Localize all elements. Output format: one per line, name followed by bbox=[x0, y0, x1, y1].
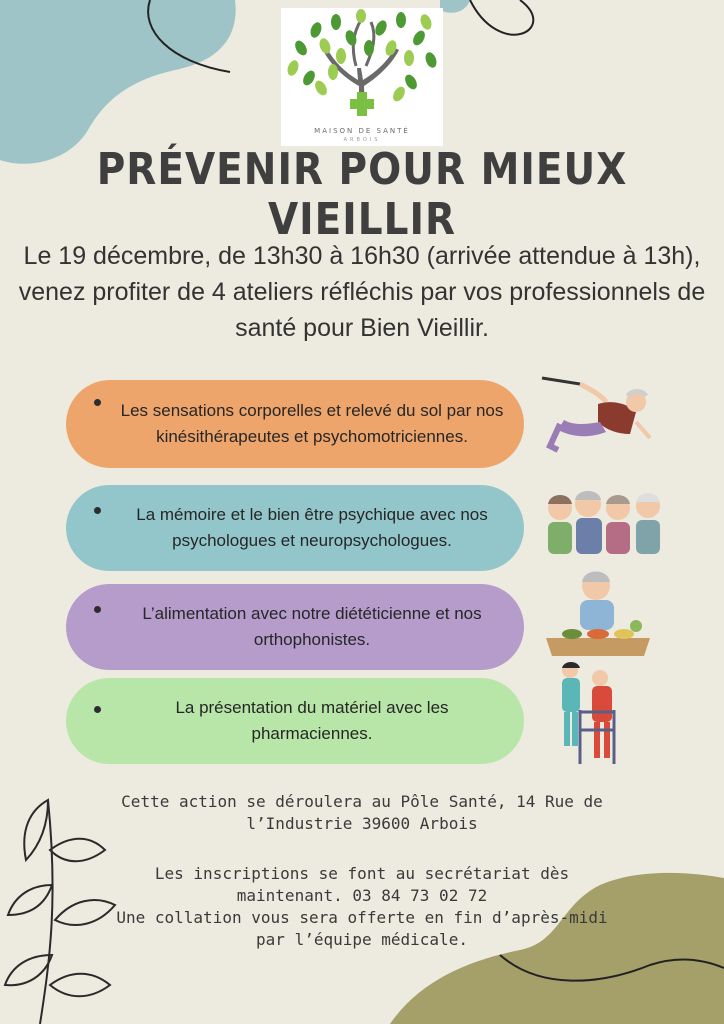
workshop-text: La mémoire et le bien être psychique avec nos psychologues et neuropsychologues. bbox=[136, 505, 488, 550]
bullet-icon bbox=[94, 706, 101, 713]
registration-line-2: Une collation vous sera offerte en fin d’après-midi par l’équipe médicale. bbox=[116, 908, 608, 949]
logo bbox=[281, 8, 443, 146]
top-left-blob bbox=[0, 0, 236, 164]
cross-icon bbox=[350, 92, 374, 116]
logo-name: MAISON DE SANTÉ bbox=[314, 127, 410, 135]
top-right-blob bbox=[440, 0, 470, 13]
registration-line-1: Les inscriptions se font au secrétariat dès maintenant. 03 84 73 02 72 bbox=[154, 864, 570, 905]
falling-elderly-illustration bbox=[540, 372, 660, 464]
intro-text: Le 19 décembre, de 13h30 à 16h30 (arrivée attendue à 13h), venez profiter de 4 ateliers réfléchis par vos professionnels de santé pour Bien Vieillir. bbox=[18, 242, 706, 342]
workshop-text: Les sensations corporelles et relevé du sol par nos kinésithérapeutes et psychomotriciennes. bbox=[120, 401, 504, 446]
logo-city: ARBOIS bbox=[343, 137, 381, 143]
workshop-item-2 bbox=[66, 485, 524, 571]
elderly-eating-illustration bbox=[546, 566, 650, 658]
bullet-icon bbox=[94, 507, 101, 514]
location-text: Cette action se déroulera au Pôle Santé, 14 Rue de l’Industrie 39600 Arbois bbox=[121, 792, 603, 833]
workshop-item-1 bbox=[66, 380, 524, 468]
workshop-text: La présentation du matériel avec les pharmaciennes. bbox=[175, 698, 449, 743]
workshop-item-4 bbox=[66, 678, 524, 764]
walker-assistance-illustration bbox=[556, 660, 624, 770]
workshop-item-3 bbox=[66, 584, 524, 670]
registration-text bbox=[100, 863, 624, 951]
page-title: PRÉVENIR POUR MIEUX VIEILLIR bbox=[96, 144, 628, 246]
bullet-icon bbox=[94, 399, 101, 406]
elderly-group-illustration bbox=[544, 486, 668, 554]
tree-logo-icon bbox=[281, 8, 443, 126]
leaf-branch-decoration bbox=[5, 800, 115, 1024]
workshop-text: L’alimentation avec notre diététicienne et nos orthophonistes. bbox=[142, 604, 482, 649]
bullet-icon bbox=[94, 606, 101, 613]
